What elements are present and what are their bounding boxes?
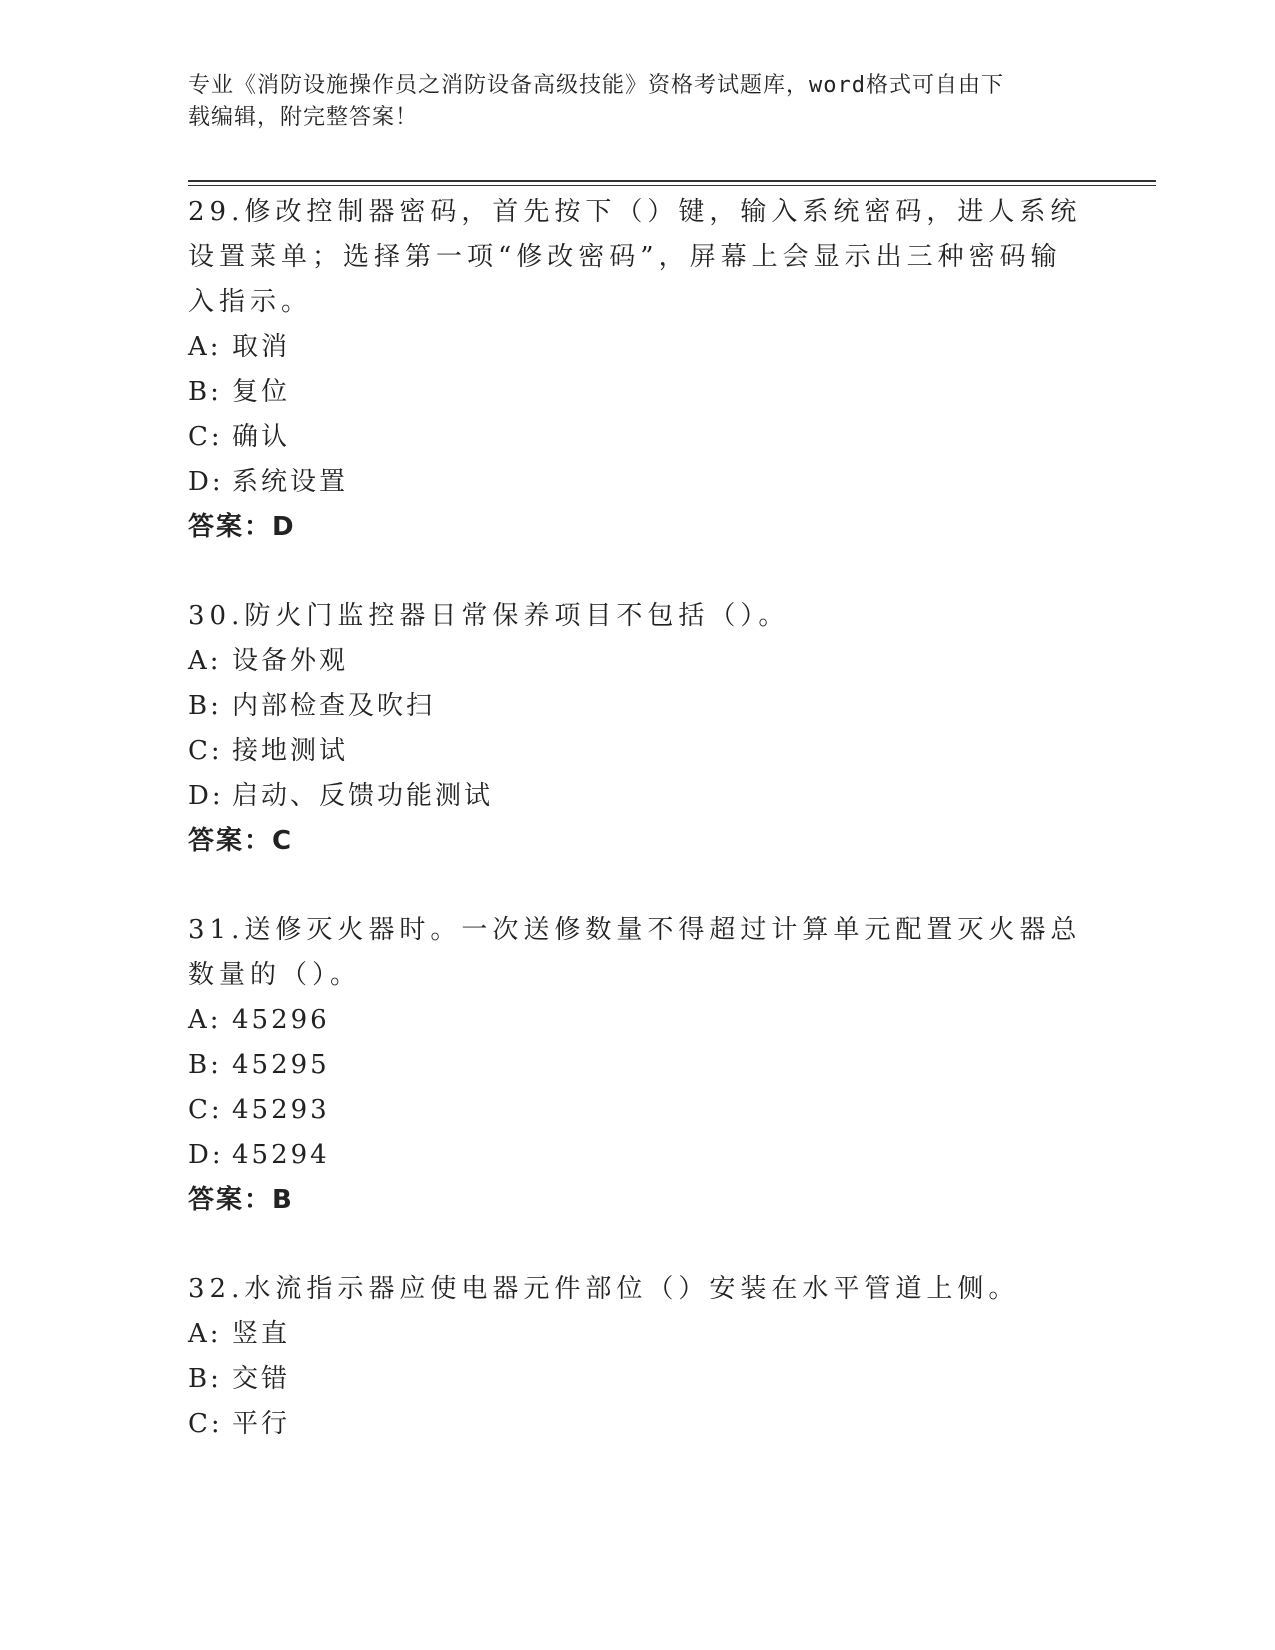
header-divider-thin <box>188 185 1156 186</box>
header-line-1: 专业《消防设施操作员之消防设备高级技能》资格考试题库，word格式可自由下 <box>188 73 1004 98</box>
option-text: 确认 <box>232 422 291 452</box>
document-header <box>188 70 1068 134</box>
option-letter: D: <box>188 1140 224 1170</box>
option-text: 竖直 <box>232 1319 291 1349</box>
answer-line <box>188 819 1088 864</box>
question-29 <box>188 190 1088 550</box>
question-text: 30.防火门监控器日常保养项目不包括（）。 <box>188 601 790 631</box>
option-letter: B: <box>188 1050 222 1080</box>
option-letter: B: <box>188 691 222 721</box>
option-b <box>188 1357 1088 1402</box>
option-c <box>188 1402 1088 1447</box>
answer-label: 答案： <box>188 512 273 542</box>
option-letter: A: <box>188 646 222 676</box>
answer-label: 答案： <box>188 1185 273 1215</box>
option-text: 45293 <box>232 1095 330 1125</box>
option-letter: A: <box>188 332 222 362</box>
answer-value: D <box>272 512 296 542</box>
question-text: 31.送修灭火器时。一次送修数量不得超过计算单元配置灭火器总数量的（）。 <box>188 915 1082 990</box>
option-text: 45296 <box>232 1005 330 1035</box>
header-divider-thick <box>188 180 1156 182</box>
option-text: 系统设置 <box>232 467 349 497</box>
option-letter: C: <box>188 1095 223 1125</box>
option-text: 启动、反馈功能测试 <box>232 781 494 811</box>
answer-line <box>188 1178 1088 1223</box>
question-30 <box>188 594 1088 864</box>
option-text: 45295 <box>232 1050 330 1080</box>
option-letter: D: <box>188 467 224 497</box>
option-a <box>188 325 1088 370</box>
option-letter: B: <box>188 377 222 407</box>
option-a <box>188 998 1088 1043</box>
question-list <box>188 190 1088 1491</box>
option-c <box>188 1088 1088 1133</box>
option-text: 内部检查及吹扫 <box>232 691 436 721</box>
option-letter: B: <box>188 1364 222 1394</box>
option-c <box>188 415 1088 460</box>
option-text: 取消 <box>232 332 291 362</box>
question-text: 32.水流指示器应使电器元件部位（）安装在水平管道上侧。 <box>188 1274 1020 1304</box>
option-letter: A: <box>188 1005 222 1035</box>
option-b <box>188 370 1088 415</box>
question-31 <box>188 908 1088 1223</box>
option-letter: C: <box>188 1409 223 1439</box>
option-text: 交错 <box>232 1364 291 1394</box>
option-text: 设备外观 <box>232 646 349 676</box>
option-letter: C: <box>188 422 223 452</box>
option-text: 45294 <box>232 1140 330 1170</box>
question-text: 29.修改控制器密码，首先按下（）键，输入系统密码，进人系统设置菜单；选择第一项“修改密码”，屏幕上会显示出三种密码输入指示。 <box>188 197 1082 317</box>
option-a <box>188 1312 1088 1357</box>
option-a <box>188 639 1088 684</box>
option-d <box>188 460 1088 505</box>
answer-line <box>188 505 1088 550</box>
option-letter: A: <box>188 1319 222 1349</box>
option-d <box>188 1133 1088 1178</box>
option-text: 复位 <box>232 377 291 407</box>
option-text: 平行 <box>232 1409 291 1439</box>
answer-value: C <box>272 826 294 856</box>
option-letter: C: <box>188 736 223 766</box>
answer-label: 答案： <box>188 826 273 856</box>
answer-value: B <box>272 1185 294 1215</box>
option-b <box>188 684 1088 729</box>
header-line-2: 载编辑，附完整答案！ <box>188 105 419 130</box>
option-d <box>188 774 1088 819</box>
option-letter: D: <box>188 781 224 811</box>
question-32 <box>188 1267 1088 1447</box>
option-c <box>188 729 1088 774</box>
option-b <box>188 1043 1088 1088</box>
option-text: 接地测试 <box>232 736 349 766</box>
